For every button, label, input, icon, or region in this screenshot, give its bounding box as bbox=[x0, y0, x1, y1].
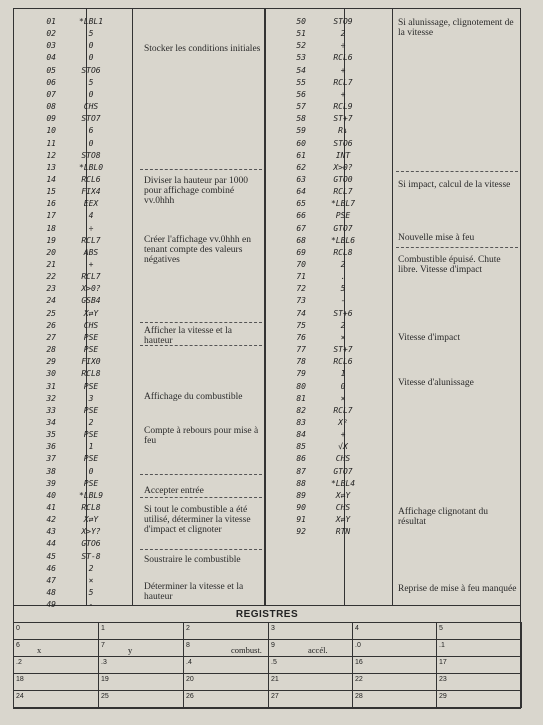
step-number: 89 bbox=[296, 490, 306, 500]
step-instruction: X² bbox=[338, 417, 348, 427]
step-number: 70 bbox=[296, 260, 306, 269]
step-number: 20 bbox=[46, 247, 56, 257]
step-number: 92 bbox=[296, 527, 306, 537]
step-instruction: 5 bbox=[88, 588, 94, 598]
comment: Si impact, calcul de la vitesse bbox=[398, 180, 511, 190]
step-instruction: 1 bbox=[340, 369, 346, 379]
step-instruction: RCL8 bbox=[81, 503, 101, 512]
register-label: 9 bbox=[271, 642, 275, 649]
register-label: .3 bbox=[101, 659, 107, 666]
step-number: 48 bbox=[46, 588, 56, 598]
step-instruction: 6 bbox=[88, 126, 94, 136]
register-label: 5 bbox=[439, 625, 443, 632]
step-number: 02 bbox=[46, 29, 56, 39]
step-instruction: RCL7 bbox=[81, 235, 101, 245]
step-number: 33 bbox=[46, 405, 56, 415]
step-instruction: CHS bbox=[335, 454, 351, 464]
step-instruction: . bbox=[340, 272, 346, 282]
step-number: 30 bbox=[46, 369, 56, 379]
step-instruction: PSE bbox=[83, 405, 99, 415]
step-number: 63 bbox=[296, 174, 306, 184]
comment: Vitesse d'impact bbox=[398, 333, 461, 343]
step-instruction: + bbox=[340, 89, 346, 99]
step-instruction: ST-8 bbox=[81, 551, 101, 561]
step-number: 12 bbox=[46, 150, 56, 160]
step-instruction: 5 bbox=[340, 284, 346, 294]
step-instruction: *LBL6 bbox=[330, 235, 356, 245]
register-label: 1 bbox=[101, 625, 105, 632]
step-instruction: 0 bbox=[88, 41, 94, 51]
step-instruction: PSE bbox=[83, 345, 99, 355]
register-label: 22 bbox=[355, 676, 363, 683]
register-label: 20 bbox=[186, 676, 194, 683]
step-number: 18 bbox=[46, 223, 56, 233]
step-instruction: STO9 bbox=[333, 17, 353, 26]
separator bbox=[140, 322, 262, 323]
step-instruction: + bbox=[88, 260, 94, 269]
step-number: 47 bbox=[46, 575, 56, 585]
register-value: x bbox=[37, 645, 42, 655]
column-divider bbox=[392, 8, 393, 605]
step-number: 28 bbox=[46, 345, 56, 355]
register-row-line bbox=[13, 656, 521, 657]
step-instruction: ABS bbox=[83, 247, 99, 257]
step-instruction: RCL7 bbox=[333, 405, 353, 415]
register-label: 27 bbox=[271, 693, 279, 700]
step-instruction: × bbox=[340, 332, 346, 342]
register-label: 4 bbox=[355, 625, 359, 632]
step-number: 17 bbox=[46, 211, 56, 221]
step-number: 31 bbox=[46, 381, 56, 391]
step-instruction: *LBL1 bbox=[78, 17, 104, 26]
comment: Soustraire le combustible bbox=[144, 555, 241, 565]
step-instruction: 2 bbox=[88, 563, 94, 573]
register-label: .4 bbox=[186, 659, 192, 666]
step-number: 65 bbox=[296, 199, 306, 209]
step-number: 06 bbox=[46, 77, 56, 87]
step-instruction: RCL6 bbox=[333, 357, 353, 367]
step-instruction: 0 bbox=[88, 53, 94, 63]
step-instruction: - bbox=[340, 296, 346, 306]
separator bbox=[140, 169, 262, 170]
step-instruction: + bbox=[340, 65, 346, 75]
separator bbox=[140, 345, 262, 346]
register-col-line bbox=[521, 622, 522, 708]
step-number: 72 bbox=[296, 284, 306, 294]
step-instruction: PSE bbox=[83, 454, 99, 464]
step-number: 83 bbox=[296, 417, 306, 427]
step-number: 75 bbox=[296, 320, 306, 330]
step-number: 25 bbox=[46, 308, 56, 318]
step-number: 82 bbox=[296, 405, 306, 415]
register-label: 21 bbox=[271, 676, 279, 683]
step-instruction: RCL6 bbox=[333, 53, 353, 63]
register-label: 24 bbox=[16, 693, 24, 700]
comment: Compte à rebours pour mise à feu bbox=[144, 426, 259, 446]
comment: Affichage clignotant du résultat bbox=[398, 507, 489, 527]
step-instruction: R↓ bbox=[338, 126, 348, 136]
step-instruction: 0 bbox=[88, 89, 94, 99]
step-instruction: 2 bbox=[340, 29, 346, 39]
step-number: 09 bbox=[46, 114, 56, 124]
step-number: 36 bbox=[46, 442, 56, 452]
step-number: 34 bbox=[46, 417, 56, 427]
register-label: .0 bbox=[355, 642, 361, 649]
register-label: 28 bbox=[355, 693, 363, 700]
register-col-line bbox=[183, 622, 184, 708]
comment: Si alunissage, clignotement de la vitesse bbox=[398, 18, 514, 38]
step-instruction: √X bbox=[338, 442, 348, 452]
step-number: 39 bbox=[46, 478, 56, 488]
step-instruction: X⇄Y bbox=[83, 308, 99, 318]
step-instruction: 4 bbox=[88, 211, 94, 221]
step-instruction: *LBL4 bbox=[330, 478, 356, 488]
register-label: 2 bbox=[186, 625, 190, 632]
step-instruction: ST+6 bbox=[333, 308, 353, 318]
step-instruction: X⇄Y bbox=[83, 515, 99, 525]
step-instruction: PSE bbox=[335, 211, 351, 221]
step-number: 38 bbox=[46, 466, 56, 476]
step-number: 77 bbox=[296, 345, 306, 355]
register-label: .2 bbox=[16, 659, 22, 666]
comment: Nouvelle mise à feu bbox=[398, 233, 475, 243]
register-label: 8 bbox=[186, 642, 190, 649]
step-instruction: *LBL9 bbox=[78, 490, 104, 500]
step-number: 22 bbox=[46, 272, 56, 282]
step-instruction: GSB4 bbox=[81, 296, 101, 306]
register-label: 26 bbox=[186, 693, 194, 700]
step-instruction: CHS bbox=[335, 503, 351, 512]
step-number: 74 bbox=[296, 308, 306, 318]
step-number: 79 bbox=[296, 369, 306, 379]
step-number: 01 bbox=[46, 17, 56, 26]
comment: Créer l'affichage vv.0hhh en tenant compte des valeurs négatives bbox=[144, 235, 251, 265]
step-instruction: 0 bbox=[340, 381, 346, 391]
step-number: 81 bbox=[296, 393, 306, 403]
step-instruction: GTO7 bbox=[333, 466, 353, 476]
step-number: 50 bbox=[296, 17, 306, 26]
step-instruction: CHS bbox=[83, 320, 99, 330]
step-instruction: 2 bbox=[340, 260, 346, 269]
step-instruction: 2 bbox=[88, 417, 94, 427]
step-instruction: STO6 bbox=[81, 65, 101, 75]
step-instruction: STO7 bbox=[81, 114, 101, 124]
step-number: 51 bbox=[296, 29, 306, 39]
step-instruction: RCL8 bbox=[333, 247, 353, 257]
step-number: 16 bbox=[46, 199, 56, 209]
step-number: 61 bbox=[296, 150, 306, 160]
separator bbox=[396, 171, 518, 172]
step-instruction: *LBL7 bbox=[330, 199, 356, 209]
step-instruction: X⇄Y bbox=[335, 515, 351, 525]
step-instruction: × bbox=[88, 575, 94, 585]
register-label: 23 bbox=[439, 676, 447, 683]
step-instruction: *LBL0 bbox=[78, 162, 104, 172]
step-number: 69 bbox=[296, 247, 306, 257]
comment: Stocker les conditions initiales bbox=[144, 44, 261, 54]
register-label: 25 bbox=[101, 693, 109, 700]
step-number: 86 bbox=[296, 454, 306, 464]
separator bbox=[396, 247, 518, 248]
register-value: accél. bbox=[308, 645, 328, 655]
register-value: combust. bbox=[231, 645, 262, 655]
comment: Reprise de mise à feu manquée bbox=[398, 584, 517, 594]
step-number: 13 bbox=[46, 162, 56, 172]
register-row-line bbox=[13, 639, 521, 640]
step-number: 58 bbox=[296, 114, 306, 124]
step-number: 66 bbox=[296, 211, 306, 221]
step-instruction: ST+7 bbox=[333, 114, 353, 124]
step-number: 80 bbox=[296, 381, 306, 391]
step-number: 14 bbox=[46, 174, 56, 184]
register-label: 19 bbox=[101, 676, 109, 683]
step-number: 57 bbox=[296, 102, 306, 112]
step-instruction: ÷ bbox=[88, 223, 94, 233]
comment: Diviser la hauteur par 1000 pour affichage combiné vv.0hhh bbox=[144, 176, 248, 206]
step-instruction: + bbox=[340, 430, 346, 440]
step-instruction: GTO0 bbox=[333, 174, 353, 184]
step-instruction: X⇄Y bbox=[335, 490, 351, 500]
step-instruction: X>0? bbox=[81, 284, 101, 294]
step-number: 05 bbox=[46, 65, 56, 75]
comment: Affichage du combustible bbox=[144, 392, 243, 402]
step-number: 43 bbox=[46, 527, 56, 537]
comment: Déterminer la vitesse et la hauteur bbox=[144, 582, 244, 602]
step-number: 08 bbox=[46, 102, 56, 112]
comment: Combustible épuisé. Chute libre. Vitesse d'impact bbox=[398, 255, 501, 275]
step-number: 64 bbox=[296, 187, 306, 197]
comment: Accepter entrée bbox=[144, 486, 204, 496]
register-label: 16 bbox=[355, 659, 363, 666]
separator bbox=[140, 474, 262, 475]
column-divider bbox=[132, 8, 133, 605]
step-number: 68 bbox=[296, 235, 306, 245]
step-number: 87 bbox=[296, 466, 306, 476]
register-value: y bbox=[128, 645, 133, 655]
step-number: 53 bbox=[296, 53, 306, 63]
step-number: 90 bbox=[296, 503, 306, 512]
step-instruction: 0 bbox=[88, 466, 94, 476]
register-row-line bbox=[13, 708, 521, 709]
step-instruction: GTO6 bbox=[81, 539, 101, 549]
step-number: 19 bbox=[46, 235, 56, 245]
register-label: .5 bbox=[271, 659, 277, 666]
step-number: 84 bbox=[296, 430, 306, 440]
step-number: 03 bbox=[46, 41, 56, 51]
step-number: 88 bbox=[296, 478, 306, 488]
step-number: 67 bbox=[296, 223, 306, 233]
step-instruction: FIX0 bbox=[81, 357, 101, 367]
step-instruction: 3 bbox=[88, 393, 94, 403]
step-number: 15 bbox=[46, 187, 56, 197]
step-instruction: × bbox=[340, 393, 346, 403]
step-number: 52 bbox=[296, 41, 306, 51]
step-instruction: X>Y? bbox=[81, 527, 101, 537]
comment: Vitesse d'alunissage bbox=[398, 378, 474, 388]
step-number: 55 bbox=[296, 77, 306, 87]
step-number: 91 bbox=[296, 515, 306, 525]
step-instruction: 0 bbox=[88, 138, 94, 148]
step-instruction: EEX bbox=[83, 199, 99, 209]
step-number: 45 bbox=[46, 551, 56, 561]
step-instruction: RCL8 bbox=[81, 369, 101, 379]
step-number: 07 bbox=[46, 89, 56, 99]
step-instruction: STO8 bbox=[81, 150, 101, 160]
step-number: 11 bbox=[46, 138, 56, 148]
step-instruction: CHS bbox=[83, 102, 99, 112]
step-number: 60 bbox=[296, 138, 306, 148]
step-instruction: FIX4 bbox=[81, 187, 101, 197]
register-label: 3 bbox=[271, 625, 275, 632]
step-number: 59 bbox=[296, 126, 306, 136]
step-instruction: RCL6 bbox=[81, 174, 101, 184]
step-instruction: RTN bbox=[335, 527, 351, 537]
step-instruction: PSE bbox=[83, 430, 99, 440]
step-number: 32 bbox=[46, 393, 56, 403]
register-col-line bbox=[13, 622, 14, 708]
step-instruction: 1 bbox=[88, 442, 94, 452]
step-number: 27 bbox=[46, 332, 56, 342]
step-instruction: GTO7 bbox=[333, 223, 353, 233]
register-label: 29 bbox=[439, 693, 447, 700]
step-number: 76 bbox=[296, 332, 306, 342]
register-label: 6 bbox=[16, 642, 20, 649]
register-row-line bbox=[13, 622, 521, 623]
step-instruction: 5 bbox=[88, 77, 94, 87]
step-number: 46 bbox=[46, 563, 56, 573]
step-number: 26 bbox=[46, 320, 56, 330]
center-divider bbox=[264, 8, 266, 605]
step-number: 49 bbox=[46, 600, 56, 610]
step-number: 21 bbox=[46, 260, 56, 269]
step-number: 37 bbox=[46, 454, 56, 464]
step-instruction: 2 bbox=[340, 320, 346, 330]
register-label: 17 bbox=[439, 659, 447, 666]
step-number: 10 bbox=[46, 126, 56, 136]
step-instruction: - bbox=[88, 600, 94, 610]
register-col-line bbox=[352, 622, 353, 708]
step-instruction: ST+7 bbox=[333, 345, 353, 355]
step-number: 23 bbox=[46, 284, 56, 294]
step-instruction: ÷ bbox=[340, 41, 346, 51]
separator bbox=[140, 549, 262, 550]
comment: Si tout le combustible a été utilisé, déterminer la vitesse d'impact et clignoter bbox=[144, 505, 251, 535]
step-instruction: PSE bbox=[83, 478, 99, 488]
step-instruction: PSE bbox=[83, 332, 99, 342]
register-label: 7 bbox=[101, 642, 105, 649]
step-number: 85 bbox=[296, 442, 306, 452]
register-row-line bbox=[13, 690, 521, 691]
comment: Afficher la vitesse et la hauteur bbox=[144, 326, 232, 346]
step-instruction: RCL7 bbox=[333, 77, 353, 87]
step-number: 04 bbox=[46, 53, 56, 63]
register-col-line bbox=[98, 622, 99, 708]
step-number: 71 bbox=[296, 272, 306, 282]
step-number: 73 bbox=[296, 296, 306, 306]
step-number: 24 bbox=[46, 296, 56, 306]
step-number: 62 bbox=[296, 162, 306, 172]
step-number: 40 bbox=[46, 490, 56, 500]
separator bbox=[140, 497, 262, 498]
step-number: 78 bbox=[296, 357, 306, 367]
step-number: 44 bbox=[46, 539, 56, 549]
step-instruction: PSE bbox=[83, 381, 99, 391]
step-instruction: RCL7 bbox=[333, 187, 353, 197]
step-instruction: RCL7 bbox=[81, 272, 101, 282]
register-col-line bbox=[268, 622, 269, 708]
step-number: 41 bbox=[46, 503, 56, 512]
register-label: 0 bbox=[16, 625, 20, 632]
step-number: 42 bbox=[46, 515, 56, 525]
step-instruction: INT bbox=[335, 150, 351, 160]
step-instruction: STO6 bbox=[333, 138, 353, 148]
step-number: 35 bbox=[46, 430, 56, 440]
register-row-line bbox=[13, 673, 521, 674]
register-col-line bbox=[436, 622, 437, 708]
register-label: .1 bbox=[439, 642, 445, 649]
step-instruction: X>0? bbox=[333, 162, 353, 172]
step-instruction: RCL9 bbox=[333, 102, 353, 112]
step-number: 29 bbox=[46, 357, 56, 367]
step-number: 56 bbox=[296, 89, 306, 99]
register-label: 18 bbox=[16, 676, 24, 683]
step-instruction: 5 bbox=[88, 29, 94, 39]
step-number: 54 bbox=[296, 65, 306, 75]
registers-title: REGISTRES bbox=[235, 609, 299, 620]
